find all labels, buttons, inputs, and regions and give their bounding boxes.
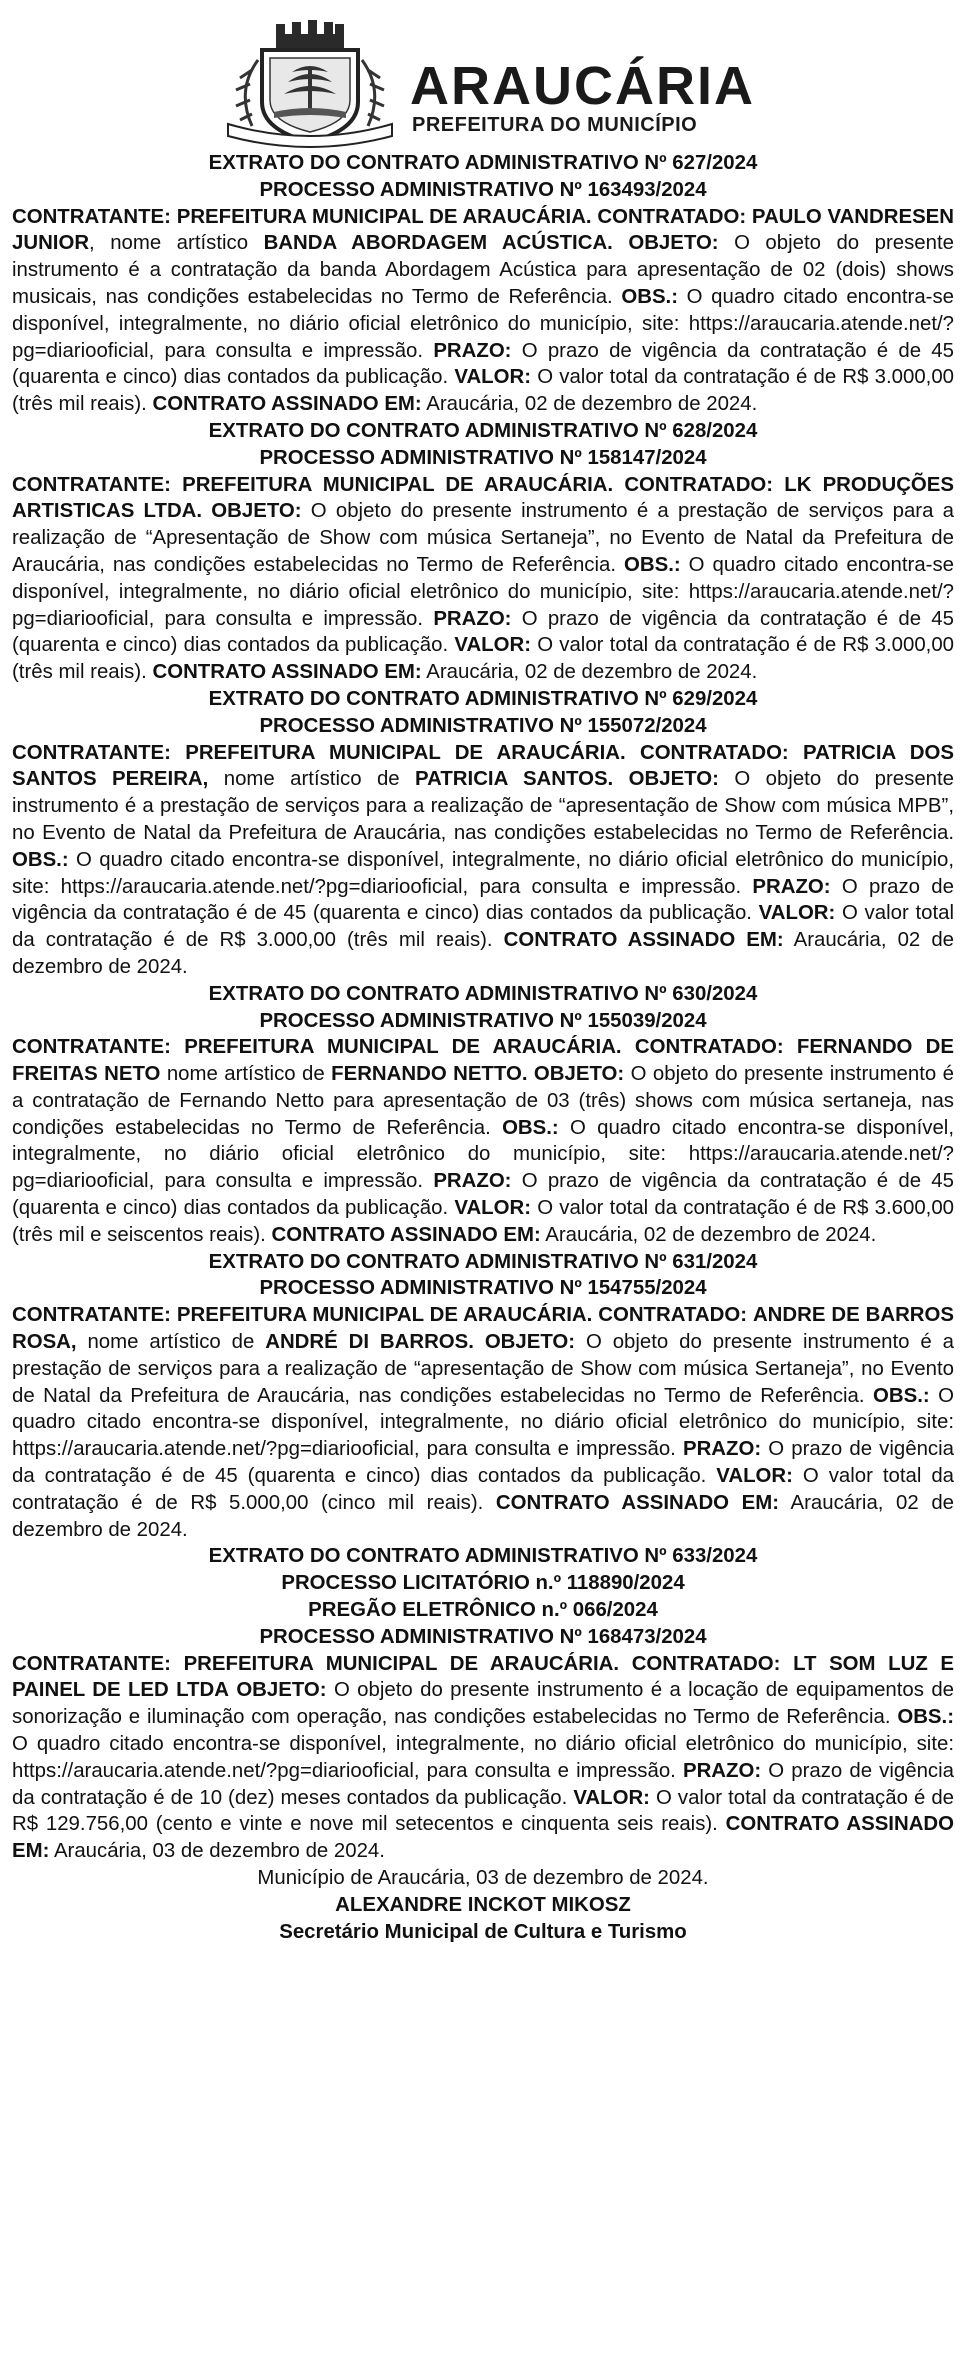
obs-label: OBS.: — [621, 285, 679, 308]
signed-label: CONTRATO ASSINADO EM: — [271, 1223, 541, 1246]
extract-body — [12, 204, 954, 418]
extract-body — [12, 740, 954, 981]
extract-title: EXTRATO DO CONTRATO ADMINISTRATIVO Nº 627/2024 — [208, 152, 758, 174]
valor-text: O valor total da contratação é de R$ 5.000,00 (cinco mil reais). — [12, 1465, 954, 1514]
contratante-label: CONTRATANTE: — [12, 1036, 171, 1059]
objeto-label: OBJETO: — [628, 768, 719, 791]
contratante-label: CONTRATANTE: — [12, 1304, 171, 1327]
process-number: PREGÃO ELETRÔNICO n.º 066/2024 — [308, 1599, 658, 1622]
process-number: PROCESSO ADMINISTRATIVO Nº 158147/2024 — [259, 446, 707, 469]
signed-date: Araucária, 02 de dezembro de 2024. — [545, 1223, 877, 1246]
objeto-text: O objeto do presente instrumento é a prestação de serviços para a realização de “Apresentação de Show com música Sertaneja”, no Evento de Natal da Prefeitura de Araucária, nas condições estabelecidas no Termo de Referência. — [12, 500, 954, 576]
document-body — [12, 150, 954, 1945]
artistic-name: ANDRÉ DI BARROS. — [265, 1331, 474, 1354]
extract-title: EXTRATO DO CONTRATO ADMINISTRATIVO Nº 628/2024 — [208, 419, 758, 442]
obs-label: OBS.: — [624, 553, 681, 576]
objeto-text: O objeto do presente instrumento é a locação de equipamentos de sonorização e iluminação com operação, nas condições estabelecidas no Termo de Referência. — [12, 1679, 954, 1729]
signed-date: Araucária, 03 de dezembro de 2024. — [53, 1840, 385, 1863]
contratante-name: PREFEITURA MUNICIPAL DE ARAUCÁRIA. — [176, 205, 592, 228]
valor-text: O valor total da contratação é de R$ 3.000,00 (três mil reais). — [12, 366, 955, 416]
prazo-label: PRAZO: — [752, 875, 831, 898]
prazo-label: PRAZO: — [433, 607, 512, 630]
process-number: PROCESSO ADMINISTRATIVO Nº 155039/2024 — [259, 1009, 707, 1032]
signed-date: Araucária, 02 de dezembro de 2024. — [12, 929, 955, 978]
contract-extract — [12, 1249, 954, 1544]
contratante-label: CONTRATANTE: — [12, 1652, 171, 1675]
valor-label: VALOR: — [716, 1465, 793, 1488]
contratante-label: CONTRATANTE: — [12, 473, 171, 496]
extract-title: EXTRATO DO CONTRATO ADMINISTRATIVO Nº 630/2024 — [208, 982, 758, 1005]
contratante-name: PREFEITURA MUNICIPAL DE ARAUCÁRIA. — [176, 1304, 593, 1327]
signed-label: CONTRATO ASSINADO EM: — [503, 929, 784, 952]
signature-block — [12, 1865, 954, 1945]
objeto-text: O objeto do presente instrumento é a contratação da banda Abordagem Acústica para apresentação de 02 (dois) shows musicais, nas condições estabelecidas no Termo de Referência. — [12, 232, 954, 308]
objeto-label: OBJETO: — [211, 500, 302, 523]
obs-text: O quadro citado encontra-se disponível, integralmente, no diário oficial eletrônico do município, site: https://araucaria.atende.net/?pg=diariooficial, para consulta e impressão. — [12, 1733, 954, 1782]
contratante-name: PREFEITURA MUNICIPAL DE ARAUCÁRIA. — [185, 741, 626, 764]
contract-extract — [12, 150, 954, 418]
prazo-label: PRAZO: — [433, 339, 512, 362]
contratado-label: CONTRATADO: — [597, 205, 747, 228]
prazo-label: PRAZO: — [682, 1759, 762, 1782]
valor-text: O valor total da contratação é de R$ 3.600,00 (três mil e seiscentos reais). — [12, 1197, 955, 1246]
extract-title: EXTRATO DO CONTRATO ADMINISTRATIVO Nº 629/2024 — [208, 687, 758, 710]
prazo-text: O prazo de vigência da contratação é de 45 (quarenta e cinco) dias contados da publicação. — [12, 875, 954, 925]
contratado-name: FERNANDO DE FREITAS NETO — [12, 1036, 954, 1086]
objeto-label: OBJETO: — [533, 1063, 625, 1086]
contratado-name: PAULO VANDRESEN JUNIOR — [12, 205, 954, 255]
extract-body — [12, 1034, 954, 1248]
signed-label: CONTRATO ASSINADO EM: — [495, 1491, 780, 1514]
prazo-text: O prazo de vigência da contratação é de 45 (quarenta e cinco) dias contados da publicação. — [12, 339, 954, 389]
obs-label: OBS.: — [873, 1384, 930, 1407]
artistic-name-prefix: , nome artístico — [89, 232, 264, 255]
contratado-label: CONTRATADO: — [624, 473, 774, 496]
signatory-role: Secretário Municipal de Cultura e Turismo — [279, 1920, 687, 1943]
obs-text: O quadro citado encontra-se disponível, integralmente, no diário oficial eletrônico do município, site: https://araucaria.atende.net/?pg=diariooficial, para consulta e impressão. — [12, 285, 954, 362]
obs-text: O quadro citado encontra-se disponível, integralmente, no diário oficial eletrônico do município, site: https://araucaria.atende.net/?pg=diariooficial, para consulta e impressão. — [12, 1384, 954, 1461]
contract-extract — [12, 686, 954, 981]
extract-body — [12, 1651, 954, 1865]
contratado-name: PATRICIA DOS SANTOS PEREIRA, — [12, 741, 954, 791]
brand-name: ARAUCÁRIA — [410, 56, 755, 116]
municipal-coat-of-arms-icon — [222, 20, 398, 148]
obs-text: O quadro citado encontra-se disponível, integralmente, no diário oficial eletrônico do município, site: https://araucaria.atende.net/?pg=diariooficial, para consulta e impressão. — [12, 848, 954, 898]
extract-title: EXTRATO DO CONTRATO ADMINISTRATIVO Nº 631/2024 — [208, 1250, 758, 1273]
contract-extract — [12, 981, 954, 1249]
signed-date: Araucária, 02 de dezembro de 2024. — [12, 1491, 955, 1541]
prazo-text: O prazo de vigência da contratação é de 45 (quarenta e cinco) dias contados da publicação. — [12, 607, 954, 657]
extract-body — [12, 472, 954, 686]
contratante-label: CONTRATANTE: — [12, 741, 171, 764]
contratante-name: PREFEITURA MUNICIPAL DE ARAUCÁRIA. — [182, 473, 614, 496]
prazo-text: O prazo de vigência da contratação é de 45 (quarenta e cinco) dias contados da publicação. — [12, 1170, 954, 1220]
contratado-name: ANDRE DE BARROS ROSA, — [12, 1304, 954, 1354]
valor-label: VALOR: — [454, 1197, 532, 1220]
place-date: Município de Araucária, 03 de dezembro de 2024. — [257, 1867, 709, 1889]
prazo-label: PRAZO: — [682, 1438, 762, 1461]
prazo-text: O prazo de vigência da contratação é de 10 (dez) meses contados da publicação. — [12, 1759, 954, 1809]
valor-label: VALOR: — [454, 634, 532, 657]
obs-label: OBS.: — [12, 848, 69, 871]
process-number: PROCESSO ADMINISTRATIVO Nº 168473/2024 — [259, 1625, 707, 1648]
extract-body — [12, 1302, 954, 1543]
artistic-name-prefix: nome artístico de — [160, 1063, 332, 1086]
contract-extract — [12, 418, 954, 686]
objeto-text: O objeto do presente instrumento é a prestação de serviços para a realização de “apresentação de Show com música Sertaneja”, no Evento de Natal da Prefeitura de Araucária, nas condições estabelecidas no Termo de Referência. — [12, 1331, 954, 1407]
objeto-text: O objeto do presente instrumento é a contratação de Fernando Netto para apresentação de 03 (três) shows com música sertaneja, nas condições estabelecidas no Termo de Referência. — [12, 1063, 954, 1139]
signed-label: CONTRATO ASSINADO EM: — [12, 1813, 955, 1863]
obs-text: O quadro citado encontra-se disponível, integralmente, no diário oficial eletrônico do município, site: https://araucaria.atende.net/?pg=diariooficial, para consulta e impressão. — [12, 553, 955, 630]
artistic-name: FERNANDO NETTO. — [331, 1063, 528, 1086]
process-number: PROCESSO ADMINISTRATIVO Nº 155072/2024 — [259, 714, 707, 737]
obs-label: OBS.: — [897, 1706, 954, 1729]
contract-extract — [12, 1543, 954, 1865]
contratado-label: CONTRATADO: — [634, 1036, 784, 1059]
contratante-name: PREFEITURA MUNICIPAL DE ARAUCÁRIA. — [184, 1036, 622, 1059]
prazo-label: PRAZO: — [433, 1170, 512, 1193]
objeto-label: OBJETO: — [628, 232, 719, 255]
valor-text: O valor total da contratação é de R$ 3.000,00 (três mil reais). — [12, 902, 954, 952]
signed-date: Araucária, 02 de dezembro de 2024. — [426, 661, 758, 684]
objeto-label: OBJETO: — [236, 1679, 327, 1702]
process-number: PROCESSO ADMINISTRATIVO Nº 154755/2024 — [259, 1277, 707, 1300]
obs-label: OBS.: — [502, 1116, 559, 1139]
valor-text: O valor total da contratação é de R$ 3.000,00 (três mil reais). — [12, 634, 955, 684]
valor-label: VALOR: — [758, 902, 836, 925]
page-header — [0, 20, 966, 148]
contratante-label: CONTRATANTE: — [12, 205, 171, 228]
artistic-name-prefix: nome artístico de — [208, 768, 416, 791]
process-number: PROCESSO LICITATÓRIO n.º 118890/2024 — [281, 1572, 685, 1595]
contratado-name: LK PRODUÇÕES ARTISTICAS LTDA. — [12, 473, 954, 523]
prazo-text: O prazo de vigência da contratação é de 45 (quarenta e cinco) dias contados da publicação. — [12, 1438, 954, 1488]
obs-text: O quadro citado encontra-se disponível, integralmente, no diário oficial eletrônico do município, site: https://araucaria.atende.net/?pg=diariooficial, para consulta e impressão. — [12, 1116, 955, 1193]
contratado-name: LT SOM LUZ E PAINEL DE LED LTDA — [12, 1652, 954, 1702]
valor-label: VALOR: — [573, 1786, 650, 1809]
contratado-label: CONTRATADO: — [598, 1304, 747, 1327]
valor-text: O valor total da contratação é de R$ 129.756,00 (cento e vinte e nove mil setecentos e cinquenta seis reais). — [12, 1786, 955, 1836]
signed-label: CONTRATO ASSINADO EM: — [152, 393, 422, 416]
signed-label: CONTRATO ASSINADO EM: — [152, 661, 422, 684]
contratado-label: CONTRATADO: — [639, 741, 789, 764]
contratante-name: PREFEITURA MUNICIPAL DE ARAUCÁRIA. — [183, 1652, 620, 1675]
brand-subtitle: PREFEITURA DO MUNICÍPIO — [412, 114, 698, 136]
artistic-name-prefix: nome artístico de — [76, 1331, 266, 1354]
objeto-text: O objeto do presente instrumento é a prestação de serviços para a realização de “apresentação de Show com música MPB”, no Evento de Natal da Prefeitura de Araucária, nas condições estabelecidas no Termo de Referência. — [12, 768, 955, 844]
extract-title: EXTRATO DO CONTRATO ADMINISTRATIVO Nº 633/2024 — [208, 1545, 758, 1568]
signatory-name: ALEXANDRE INCKOT MIKOSZ — [335, 1893, 631, 1916]
process-number: PROCESSO ADMINISTRATIVO Nº 163493/2024 — [259, 178, 707, 201]
valor-label: VALOR: — [454, 366, 532, 389]
artistic-name: BANDA ABORDAGEM ACÚSTICA. — [263, 232, 613, 255]
objeto-label: OBJETO: — [484, 1331, 576, 1354]
artistic-name: PATRICIA SANTOS. — [415, 768, 614, 791]
contratado-label: CONTRATADO: — [631, 1652, 781, 1675]
signed-date: Araucária, 02 de dezembro de 2024. — [426, 393, 758, 416]
